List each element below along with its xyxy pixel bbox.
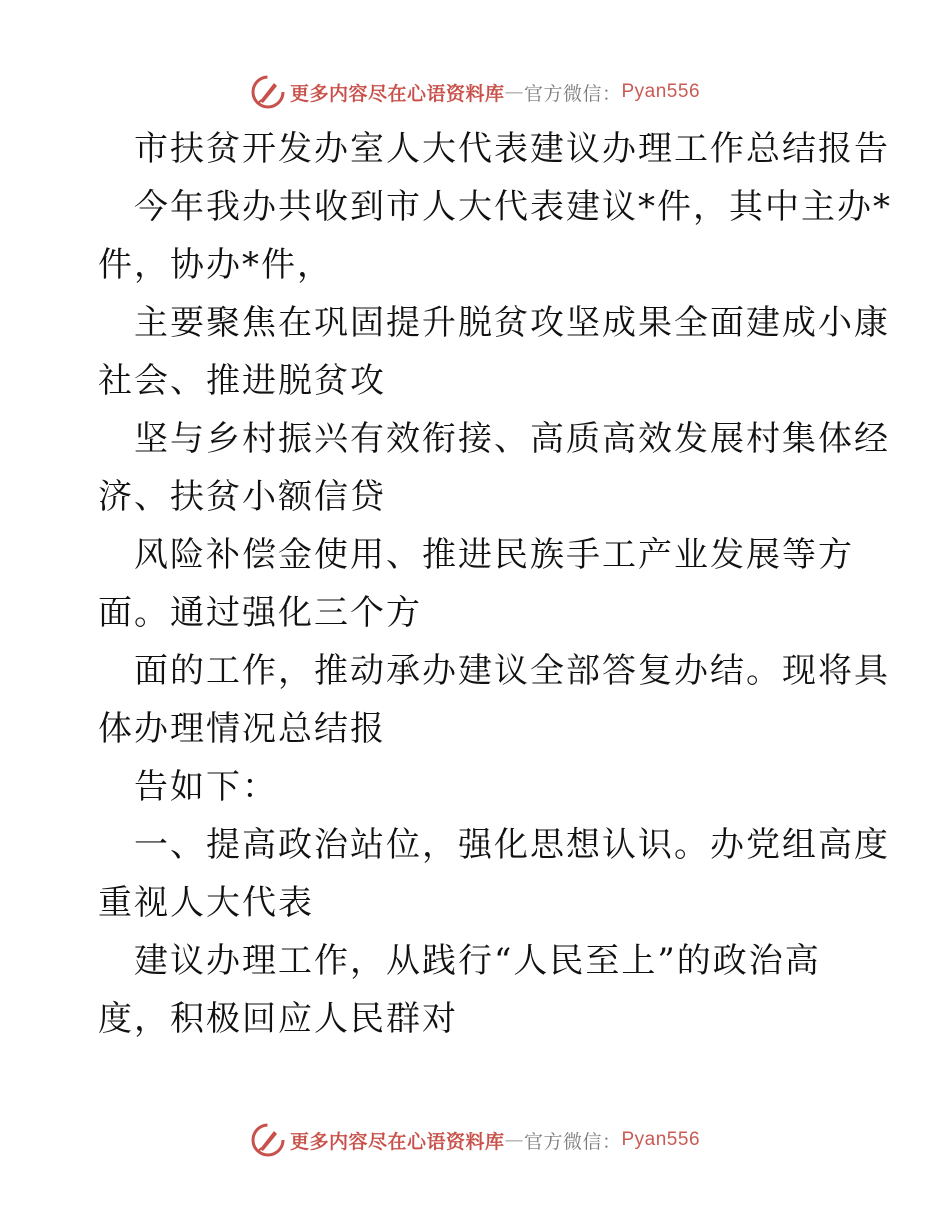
text-line: 风险补偿金使用、推进民族手工产业发展等方 [134,535,854,575]
document-title: 市扶贫开发办室人大代表建议办理工作总结报告 [134,129,890,169]
text-line: 重视人大代表 [98,883,314,923]
footer-watermark [0,1120,950,1160]
text-line: 面的工作，推动承办建议全部答复办结。现将具 [134,651,890,691]
text-line: 社会、推进脱贫攻 [98,361,386,401]
text-line: 主要聚焦在巩固提升脱贫攻坚成果全面建成小康 [134,303,890,343]
text-line: 度，积极回应人民群对 [98,999,458,1039]
watermark-official-label: 官方微信： [523,1130,622,1153]
text-line: 济、扶贫小额信贷 [98,477,386,517]
quill-logo-icon [250,74,286,110]
text-line: 体办理情况总结报 [98,709,386,749]
quill-logo-icon [250,1122,286,1158]
document-body [98,120,892,1048]
text-line: 告如下： [134,767,278,807]
watermark-wechat-id: Pyan556 [621,81,701,102]
text-line: 建议办理工作，从践行“人民至上”的政治高 [134,941,821,981]
watermark-dash: — [504,1129,524,1151]
watermark-official-label: 官方微信： [523,82,622,105]
watermark-brand: 更多内容尽在心语资料库 [289,82,505,105]
watermark-wechat-id: Pyan556 [621,1129,701,1150]
section-heading-line: 一、提高政治站位，强化思想认识。办党组高度 [134,825,890,865]
text-line: 件，协办*件， [98,245,333,285]
text-line: 面。通过强化三个方 [98,593,422,633]
watermark-dash: — [504,81,524,103]
watermark-brand: 更多内容尽在心语资料库 [289,1130,505,1153]
text-line: 坚与乡村振兴有效衔接、高质高效发展村集体经 [134,419,890,459]
text-line: 今年我办共收到市人大代表建议*件，其中主办* [134,187,892,227]
header-watermark [0,72,950,112]
